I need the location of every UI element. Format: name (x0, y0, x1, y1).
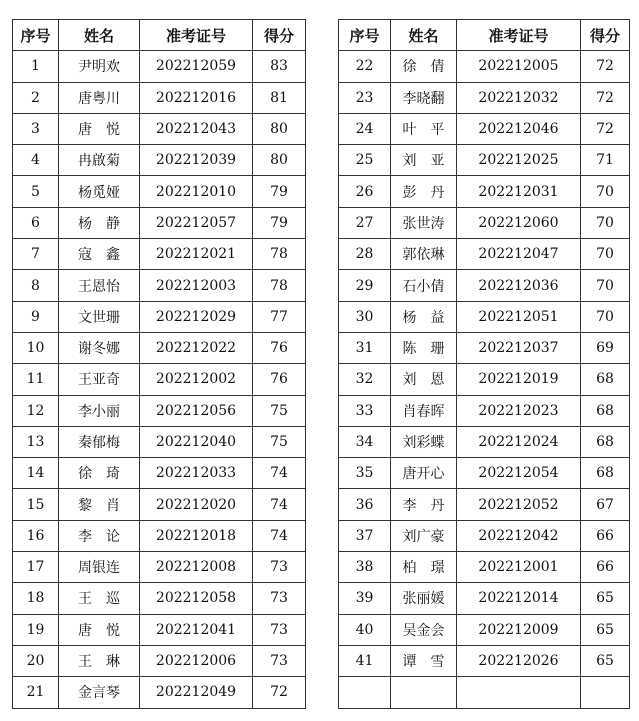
seq-cell: 20 (13, 645, 59, 676)
seq-cell: 1 (13, 51, 59, 82)
seq-cell: 27 (339, 207, 391, 238)
header-name: 姓名 (59, 20, 140, 51)
score-cell: 73 (253, 583, 306, 614)
score-cell: 65 (581, 614, 630, 645)
seq-cell: 9 (13, 301, 59, 332)
table-row (13, 301, 306, 332)
name-cell: 郭依琳 (391, 239, 457, 270)
score-cell: 68 (581, 426, 630, 457)
header-row (13, 20, 306, 51)
name-cell: 李小丽 (59, 395, 140, 426)
exam-id-cell: 202212032 (457, 82, 581, 113)
score-cell: 72 (581, 82, 630, 113)
seq-cell: 26 (339, 176, 391, 207)
name-cell: 刘 亚 (391, 145, 457, 176)
score-cell: 66 (581, 552, 630, 583)
name-cell: 冉啟菊 (59, 145, 140, 176)
score-cell: 72 (581, 113, 630, 144)
exam-id-cell: 202212033 (140, 458, 253, 489)
name-cell: 黎 肖 (59, 489, 140, 520)
table-row (339, 301, 630, 332)
table-row (13, 552, 306, 583)
score-cell (581, 677, 630, 708)
table-row (339, 458, 630, 489)
name-cell: 徐 倩 (391, 51, 457, 82)
name-cell: 杨觅娅 (59, 176, 140, 207)
seq-cell: 24 (339, 113, 391, 144)
exam-id-cell: 202212008 (140, 552, 253, 583)
score-cell: 70 (581, 301, 630, 332)
table-row (339, 426, 630, 457)
name-cell: 杨 益 (391, 301, 457, 332)
exam-id-cell: 202212041 (140, 614, 253, 645)
table-row (13, 270, 306, 301)
name-cell: 张丽媛 (391, 583, 457, 614)
table-row (13, 207, 306, 238)
score-cell: 74 (253, 489, 306, 520)
table-row (13, 176, 306, 207)
score-cell: 72 (581, 51, 630, 82)
exam-id-cell: 202212020 (140, 489, 253, 520)
score-cell: 79 (253, 207, 306, 238)
score-cell: 73 (253, 645, 306, 676)
score-cell: 74 (253, 458, 306, 489)
name-cell: 王亚奇 (59, 364, 140, 395)
table-row (13, 51, 306, 82)
header-exam-id: 准考证号 (457, 20, 581, 51)
name-cell: 唐粤川 (59, 82, 140, 113)
table-row (339, 552, 630, 583)
table-row (339, 207, 630, 238)
name-cell: 谭 雪 (391, 645, 457, 676)
score-cell: 76 (253, 332, 306, 363)
name-cell: 叶 平 (391, 113, 457, 144)
name-cell: 柏 璟 (391, 552, 457, 583)
exam-id-cell: 202212009 (457, 614, 581, 645)
table-row (339, 520, 630, 551)
seq-cell: 13 (13, 426, 59, 457)
exam-id-cell: 202212003 (140, 270, 253, 301)
table-row (13, 645, 306, 676)
exam-id-cell: 202212002 (140, 364, 253, 395)
seq-cell: 39 (339, 583, 391, 614)
score-cell: 79 (253, 176, 306, 207)
table-row (13, 239, 306, 270)
table-row (339, 270, 630, 301)
seq-cell: 38 (339, 552, 391, 583)
exam-id-cell: 202212059 (140, 51, 253, 82)
seq-cell: 6 (13, 207, 59, 238)
table-row (13, 677, 306, 708)
header-exam-id: 准考证号 (140, 20, 253, 51)
score-cell: 66 (581, 520, 630, 551)
seq-cell: 3 (13, 113, 59, 144)
name-cell: 寇 鑫 (59, 239, 140, 270)
score-cell: 70 (581, 176, 630, 207)
seq-cell: 19 (13, 614, 59, 645)
table-row (339, 239, 630, 270)
name-cell: 吴金会 (391, 614, 457, 645)
score-cell: 70 (581, 239, 630, 270)
score-cell: 68 (581, 364, 630, 395)
table-row (339, 614, 630, 645)
score-cell: 80 (253, 113, 306, 144)
seq-cell: 35 (339, 458, 391, 489)
seq-cell: 33 (339, 395, 391, 426)
name-cell: 李 论 (59, 520, 140, 551)
score-cell: 75 (253, 395, 306, 426)
score-cell: 65 (581, 583, 630, 614)
name-cell: 王恩怡 (59, 270, 140, 301)
seq-cell: 31 (339, 332, 391, 363)
table-row (13, 614, 306, 645)
table-row (339, 82, 630, 113)
name-cell: 王 琳 (59, 645, 140, 676)
seq-cell: 40 (339, 614, 391, 645)
table-row (13, 82, 306, 113)
name-cell: 王 巡 (59, 583, 140, 614)
exam-id-cell: 202212005 (457, 51, 581, 82)
exam-id-cell: 202212024 (457, 426, 581, 457)
score-cell: 80 (253, 145, 306, 176)
exam-id-cell: 202212042 (457, 520, 581, 551)
header-name: 姓名 (391, 20, 457, 51)
name-cell: 陈 珊 (391, 332, 457, 363)
name-cell (391, 677, 457, 708)
exam-id-cell: 202212051 (457, 301, 581, 332)
name-cell: 周银连 (59, 552, 140, 583)
score-cell: 71 (581, 145, 630, 176)
name-cell: 刘 恩 (391, 364, 457, 395)
exam-id-cell: 202212029 (140, 301, 253, 332)
score-cell: 69 (581, 332, 630, 363)
seq-cell: 5 (13, 176, 59, 207)
exam-id-cell: 202212001 (457, 552, 581, 583)
score-cell: 75 (253, 426, 306, 457)
score-cell: 73 (253, 552, 306, 583)
seq-cell: 21 (13, 677, 59, 708)
score-cell: 77 (253, 301, 306, 332)
name-cell: 李 丹 (391, 489, 457, 520)
score-cell: 73 (253, 614, 306, 645)
table-row (13, 489, 306, 520)
header-score: 得分 (581, 20, 630, 51)
score-cell: 81 (253, 82, 306, 113)
table-row (13, 332, 306, 363)
seq-cell: 29 (339, 270, 391, 301)
table-row (339, 145, 630, 176)
name-cell: 张世涛 (391, 207, 457, 238)
table-row (13, 395, 306, 426)
score-cell: 68 (581, 395, 630, 426)
name-cell: 唐 悦 (59, 614, 140, 645)
exam-id-cell: 202212036 (457, 270, 581, 301)
exam-id-cell: 202212057 (140, 207, 253, 238)
exam-id-cell: 202212018 (140, 520, 253, 551)
exam-id-cell: 202212047 (457, 239, 581, 270)
name-cell: 李晓翻 (391, 82, 457, 113)
name-cell: 尹明欢 (59, 51, 140, 82)
table-row (339, 677, 630, 708)
seq-cell: 23 (339, 82, 391, 113)
name-cell: 金言琴 (59, 677, 140, 708)
name-cell: 石小倩 (391, 270, 457, 301)
name-cell: 杨 静 (59, 207, 140, 238)
table-row (339, 395, 630, 426)
table-row (339, 645, 630, 676)
exam-id-cell: 202212046 (457, 113, 581, 144)
seq-cell: 4 (13, 145, 59, 176)
seq-cell: 34 (339, 426, 391, 457)
exam-id-cell: 202212022 (140, 332, 253, 363)
table-row (339, 332, 630, 363)
exam-id-cell: 202212054 (457, 458, 581, 489)
score-cell: 78 (253, 270, 306, 301)
seq-cell: 15 (13, 489, 59, 520)
table-row (339, 583, 630, 614)
exam-id-cell (457, 677, 581, 708)
name-cell: 徐 琦 (59, 458, 140, 489)
exam-id-cell: 202212023 (457, 395, 581, 426)
seq-cell: 32 (339, 364, 391, 395)
name-cell: 秦郁梅 (59, 426, 140, 457)
table-row (339, 489, 630, 520)
exam-id-cell: 202212026 (457, 645, 581, 676)
exam-id-cell: 202212052 (457, 489, 581, 520)
score-cell: 72 (253, 677, 306, 708)
seq-cell: 28 (339, 239, 391, 270)
exam-id-cell: 202212014 (457, 583, 581, 614)
score-cell: 70 (581, 270, 630, 301)
exam-id-cell: 202212016 (140, 82, 253, 113)
seq-cell: 30 (339, 301, 391, 332)
exam-id-cell: 202212043 (140, 113, 253, 144)
table-row (339, 176, 630, 207)
table-row (13, 145, 306, 176)
name-cell: 彭 丹 (391, 176, 457, 207)
score-cell: 67 (581, 489, 630, 520)
exam-id-cell: 202212010 (140, 176, 253, 207)
exam-id-cell: 202212040 (140, 426, 253, 457)
header-row (339, 20, 630, 51)
seq-cell: 2 (13, 82, 59, 113)
name-cell: 肖春晖 (391, 395, 457, 426)
exam-id-cell: 202212060 (457, 207, 581, 238)
exam-id-cell: 202212019 (457, 364, 581, 395)
seq-cell: 10 (13, 332, 59, 363)
score-cell: 76 (253, 364, 306, 395)
table-row (339, 364, 630, 395)
seq-cell: 8 (13, 270, 59, 301)
seq-cell: 37 (339, 520, 391, 551)
exam-id-cell: 202212039 (140, 145, 253, 176)
seq-cell: 36 (339, 489, 391, 520)
exam-id-cell: 202212056 (140, 395, 253, 426)
score-cell: 83 (253, 51, 306, 82)
score-cell: 65 (581, 645, 630, 676)
score-table-left (12, 19, 306, 709)
score-table-right (338, 19, 630, 709)
seq-cell: 12 (13, 395, 59, 426)
exam-id-cell: 202212058 (140, 583, 253, 614)
seq-cell: 11 (13, 364, 59, 395)
header-seq: 序号 (339, 20, 391, 51)
table-row (339, 113, 630, 144)
score-cell: 74 (253, 520, 306, 551)
exam-id-cell: 202212021 (140, 239, 253, 270)
name-cell: 刘彩蝶 (391, 426, 457, 457)
name-cell: 唐 悦 (59, 113, 140, 144)
table-row (339, 51, 630, 82)
table-row (13, 426, 306, 457)
table-row (13, 113, 306, 144)
table-row (13, 458, 306, 489)
exam-id-cell: 202212031 (457, 176, 581, 207)
seq-cell: 22 (339, 51, 391, 82)
header-seq: 序号 (13, 20, 59, 51)
name-cell: 文世珊 (59, 301, 140, 332)
exam-id-cell: 202212049 (140, 677, 253, 708)
table-row (13, 520, 306, 551)
seq-cell (339, 677, 391, 708)
seq-cell: 25 (339, 145, 391, 176)
exam-id-cell: 202212006 (140, 645, 253, 676)
table-row (13, 364, 306, 395)
seq-cell: 14 (13, 458, 59, 489)
seq-cell: 18 (13, 583, 59, 614)
seq-cell: 17 (13, 552, 59, 583)
name-cell: 刘广豪 (391, 520, 457, 551)
score-cell: 78 (253, 239, 306, 270)
seq-cell: 16 (13, 520, 59, 551)
header-score: 得分 (253, 20, 306, 51)
seq-cell: 7 (13, 239, 59, 270)
name-cell: 唐开心 (391, 458, 457, 489)
score-cell: 70 (581, 207, 630, 238)
score-cell: 68 (581, 458, 630, 489)
exam-id-cell: 202212037 (457, 332, 581, 363)
table-row (13, 583, 306, 614)
exam-id-cell: 202212025 (457, 145, 581, 176)
name-cell: 谢冬娜 (59, 332, 140, 363)
seq-cell: 41 (339, 645, 391, 676)
